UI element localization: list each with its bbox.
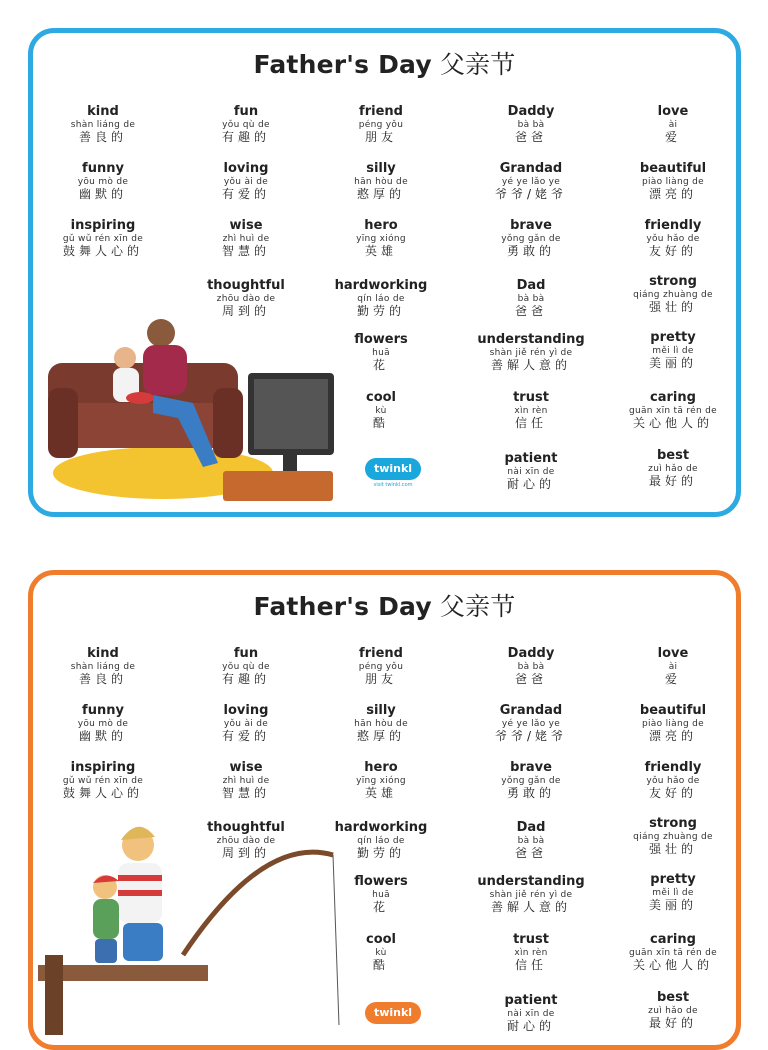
word-pinyin: huā <box>372 348 390 358</box>
word-english: brave <box>510 218 552 233</box>
word-chinese: 最好的 <box>648 474 697 488</box>
twinkl-logo <box>363 457 423 488</box>
word-chinese: 花 <box>372 900 389 914</box>
word-chinese: 美丽的 <box>648 898 697 912</box>
word-chinese: 漂亮的 <box>648 729 697 743</box>
word-entry <box>23 162 183 200</box>
word-english: funny <box>82 703 124 718</box>
word-english: Daddy <box>507 646 555 661</box>
word-english: beautiful <box>639 703 707 718</box>
word-english: understanding <box>477 874 585 889</box>
word-chinese: 鼓舞人心的 <box>62 786 143 800</box>
word-chinese: 勇敢的 <box>506 244 555 258</box>
word-pinyin: nài xīn de <box>507 1009 555 1019</box>
word-english: best <box>656 990 690 1005</box>
word-pinyin: kù <box>375 406 387 416</box>
word-english: trust <box>513 932 549 947</box>
word-chinese: 友好的 <box>648 244 697 258</box>
word-chinese: 爱 <box>664 130 681 144</box>
word-pinyin: yōu mò de <box>77 719 129 729</box>
word-english: strong <box>649 274 697 289</box>
word-pinyin: yǒu hǎo de <box>646 776 700 786</box>
twinkl-logo <box>363 1001 423 1024</box>
word-pinyin: piào liàng de <box>641 177 705 187</box>
word-english: loving <box>223 703 269 718</box>
word-pinyin: péng yǒu <box>358 120 404 130</box>
word-entry <box>301 105 461 143</box>
word-pinyin: shàn jiě rén yì de <box>489 348 573 358</box>
word-entry <box>23 219 183 257</box>
word-chinese: 美丽的 <box>648 356 697 370</box>
word-chinese: 信任 <box>514 416 547 430</box>
word-chinese: 周到的 <box>221 846 270 860</box>
word-chinese: 幽默的 <box>78 187 127 201</box>
word-pinyin: yǒu hǎo de <box>646 234 700 244</box>
word-english: thoughtful <box>207 820 285 835</box>
word-chinese: 有爱的 <box>221 729 270 743</box>
word-entry <box>451 821 611 859</box>
card-title <box>33 45 736 81</box>
word-chinese: 鼓舞人心的 <box>62 244 143 258</box>
word-chinese: 酷 <box>372 416 389 430</box>
word-entry <box>23 105 183 143</box>
word-pinyin: bà bà <box>517 120 545 130</box>
word-entry <box>593 105 753 143</box>
word-pinyin: hān hòu de <box>354 719 408 729</box>
word-chinese: 爸爸 <box>514 846 547 860</box>
word-chinese: 关心他人的 <box>632 958 713 972</box>
word-chinese: 勤劳的 <box>356 846 405 860</box>
word-pinyin: gǔ wǔ rén xīn de <box>62 776 144 786</box>
word-chinese: 勇敢的 <box>506 786 555 800</box>
word-entry <box>593 817 753 855</box>
word-pinyin: guān xīn tā rén de <box>628 948 718 958</box>
word-chinese: 善解人意的 <box>490 358 571 372</box>
word-pinyin: qín láo de <box>357 294 405 304</box>
word-pinyin: qiáng zhuàng de <box>633 832 713 842</box>
word-pinyin: gǔ wǔ rén xīn de <box>62 234 144 244</box>
word-entry <box>593 704 753 742</box>
word-english: friend <box>359 646 403 661</box>
word-entry <box>301 761 461 799</box>
word-english: Dad <box>516 820 546 835</box>
word-english: strong <box>649 816 697 831</box>
title-chinese: 父亲节 <box>439 50 516 79</box>
word-pinyin: shàn liáng de <box>70 662 136 672</box>
word-pinyin: qiáng zhuàng de <box>633 290 713 300</box>
word-chinese: 英雄 <box>364 786 397 800</box>
word-chinese: 花 <box>372 358 389 372</box>
word-pinyin: yǒng gǎn de <box>501 776 561 786</box>
word-pinyin: yé ye lǎo ye <box>501 177 561 187</box>
word-english: Daddy <box>507 104 555 119</box>
word-entry <box>451 994 611 1032</box>
word-english: inspiring <box>70 760 136 775</box>
word-chinese: 善良的 <box>78 130 127 144</box>
word-chinese: 信任 <box>514 958 547 972</box>
word-chinese: 关心他人的 <box>632 416 713 430</box>
word-chinese: 爸爸 <box>514 304 547 318</box>
word-chinese: 耐心的 <box>506 477 555 491</box>
word-chinese: 智慧的 <box>221 244 270 258</box>
word-english: patient <box>504 993 558 1008</box>
word-pinyin: yīng xióng <box>356 234 406 244</box>
word-english: Grandad <box>499 161 563 176</box>
word-pinyin: nài xīn de <box>507 467 555 477</box>
word-english: cool <box>365 390 397 405</box>
word-entry <box>593 219 753 257</box>
word-entry <box>593 331 753 369</box>
word-chinese: 有趣的 <box>221 672 270 686</box>
word-english: loving <box>223 161 269 176</box>
word-english: friendly <box>644 760 702 775</box>
word-pinyin: ài <box>668 120 678 130</box>
word-pinyin: zhōu dào de <box>216 294 276 304</box>
word-chinese: 有趣的 <box>221 130 270 144</box>
word-pinyin: zuì hǎo de <box>648 1006 698 1016</box>
word-entry <box>301 647 461 685</box>
word-english: understanding <box>477 332 585 347</box>
word-pinyin: měi lì de <box>652 888 694 898</box>
word-entry <box>451 704 611 742</box>
word-pinyin: xìn rèn <box>514 948 548 958</box>
word-english: hero <box>364 218 398 233</box>
word-english: kind <box>87 646 119 661</box>
word-chinese: 周到的 <box>221 304 270 318</box>
word-chinese: 憨厚的 <box>356 729 405 743</box>
word-entry <box>593 449 753 487</box>
word-chinese: 幽默的 <box>78 729 127 743</box>
word-english: hardworking <box>334 820 428 835</box>
word-english: hero <box>364 760 398 775</box>
word-english: thoughtful <box>207 278 285 293</box>
sofa-tv-illustration <box>43 303 343 503</box>
word-entry <box>451 761 611 799</box>
word-english: Grandad <box>499 703 563 718</box>
word-pinyin: huā <box>372 890 390 900</box>
word-pinyin: yǒu qù de <box>222 120 270 130</box>
word-chinese: 强壮的 <box>648 300 697 314</box>
word-chinese: 强壮的 <box>648 842 697 856</box>
title-english: Father's Day <box>253 592 432 621</box>
word-english: Dad <box>516 278 546 293</box>
word-pinyin: zhì huì de <box>222 776 270 786</box>
word-mat-card-blue <box>28 28 741 517</box>
word-english: love <box>657 104 689 119</box>
word-entry <box>451 391 611 429</box>
word-entry <box>593 647 753 685</box>
word-entry <box>301 704 461 742</box>
word-pinyin: yǒng gǎn de <box>501 234 561 244</box>
word-entry <box>23 647 183 685</box>
word-pinyin: guān xīn tā rén de <box>628 406 718 416</box>
word-english: kind <box>87 104 119 119</box>
word-chinese: 爸爸 <box>514 130 547 144</box>
word-english: brave <box>510 760 552 775</box>
word-entry <box>593 162 753 200</box>
word-chinese: 朋友 <box>364 672 397 686</box>
word-english: silly <box>366 161 396 176</box>
word-entry <box>451 279 611 317</box>
word-chinese: 耐心的 <box>506 1019 555 1033</box>
word-english: cool <box>365 932 397 947</box>
word-pinyin: bà bà <box>517 836 545 846</box>
word-pinyin: hān hòu de <box>354 177 408 187</box>
word-chinese: 漂亮的 <box>648 187 697 201</box>
word-chinese: 最好的 <box>648 1016 697 1030</box>
word-entry <box>593 275 753 313</box>
word-chinese: 善良的 <box>78 672 127 686</box>
word-pinyin: zhì huì de <box>222 234 270 244</box>
word-english: wise <box>229 218 263 233</box>
word-chinese: 勤劳的 <box>356 304 405 318</box>
word-pinyin: yé ye lǎo ye <box>501 719 561 729</box>
word-chinese: 智慧的 <box>221 786 270 800</box>
word-pinyin: shàn jiě rén yì de <box>489 890 573 900</box>
word-english: trust <box>513 390 549 405</box>
word-entry <box>451 875 611 913</box>
card-title <box>33 587 736 623</box>
fishing-illustration <box>33 815 353 1035</box>
logo-badge: twinkl <box>365 1002 421 1024</box>
word-english: fun <box>233 104 259 119</box>
word-pinyin: xìn rèn <box>514 406 548 416</box>
word-english: fun <box>233 646 259 661</box>
word-pinyin: yǒu ài de <box>223 177 269 187</box>
word-chinese: 有爱的 <box>221 187 270 201</box>
word-pinyin: měi lì de <box>652 346 694 356</box>
word-entry <box>593 933 753 971</box>
word-pinyin: ài <box>668 662 678 672</box>
title-english: Father's Day <box>253 50 432 79</box>
word-pinyin: zhōu dào de <box>216 836 276 846</box>
word-english: friend <box>359 104 403 119</box>
word-entry <box>451 647 611 685</box>
word-pinyin: kù <box>375 948 387 958</box>
word-english: love <box>657 646 689 661</box>
word-pinyin: péng yǒu <box>358 662 404 672</box>
word-entry <box>451 333 611 371</box>
word-chinese: 朋友 <box>364 130 397 144</box>
word-english: funny <box>82 161 124 176</box>
title-chinese: 父亲节 <box>439 592 516 621</box>
word-english: pretty <box>650 330 696 345</box>
logo-badge: twinkl <box>365 458 421 480</box>
word-pinyin: bà bà <box>517 662 545 672</box>
word-pinyin: shàn liáng de <box>70 120 136 130</box>
word-entry <box>593 991 753 1029</box>
word-entry <box>593 761 753 799</box>
word-mat-card-orange <box>28 570 741 1050</box>
word-english: silly <box>366 703 396 718</box>
word-pinyin: yōu mò de <box>77 177 129 187</box>
word-chinese: 酷 <box>372 958 389 972</box>
visit-text: visit twinkl.com <box>373 482 413 488</box>
word-pinyin: bà bà <box>517 294 545 304</box>
word-entry <box>451 933 611 971</box>
word-pinyin: yǒu qù de <box>222 662 270 672</box>
word-chinese: 英雄 <box>364 244 397 258</box>
word-english: friendly <box>644 218 702 233</box>
word-english: caring <box>650 390 696 405</box>
word-pinyin: piào liàng de <box>641 719 705 729</box>
word-english: caring <box>650 932 696 947</box>
word-pinyin: zuì hǎo de <box>648 464 698 474</box>
word-chinese: 友好的 <box>648 786 697 800</box>
word-entry <box>451 452 611 490</box>
word-entry <box>23 761 183 799</box>
word-entry <box>451 105 611 143</box>
word-pinyin: qín láo de <box>357 836 405 846</box>
word-english: pretty <box>650 872 696 887</box>
word-chinese: 爷爷/姥爷 <box>494 187 568 201</box>
word-english: hardworking <box>334 278 428 293</box>
word-english: patient <box>504 451 558 466</box>
word-english: inspiring <box>70 218 136 233</box>
word-english: best <box>656 448 690 463</box>
word-entry <box>23 704 183 742</box>
word-chinese: 爸爸 <box>514 672 547 686</box>
word-entry <box>451 219 611 257</box>
word-entry <box>301 219 461 257</box>
word-entry <box>301 162 461 200</box>
word-english: flowers <box>354 332 408 347</box>
word-english: wise <box>229 760 263 775</box>
word-chinese: 爷爷/姥爷 <box>494 729 568 743</box>
word-english: beautiful <box>639 161 707 176</box>
word-entry <box>593 873 753 911</box>
word-chinese: 善解人意的 <box>490 900 571 914</box>
word-chinese: 爱 <box>664 672 681 686</box>
word-pinyin: yīng xióng <box>356 776 406 786</box>
word-chinese: 憨厚的 <box>356 187 405 201</box>
word-entry <box>593 391 753 429</box>
word-entry <box>451 162 611 200</box>
word-english: flowers <box>354 874 408 889</box>
word-pinyin: yǒu ài de <box>223 719 269 729</box>
